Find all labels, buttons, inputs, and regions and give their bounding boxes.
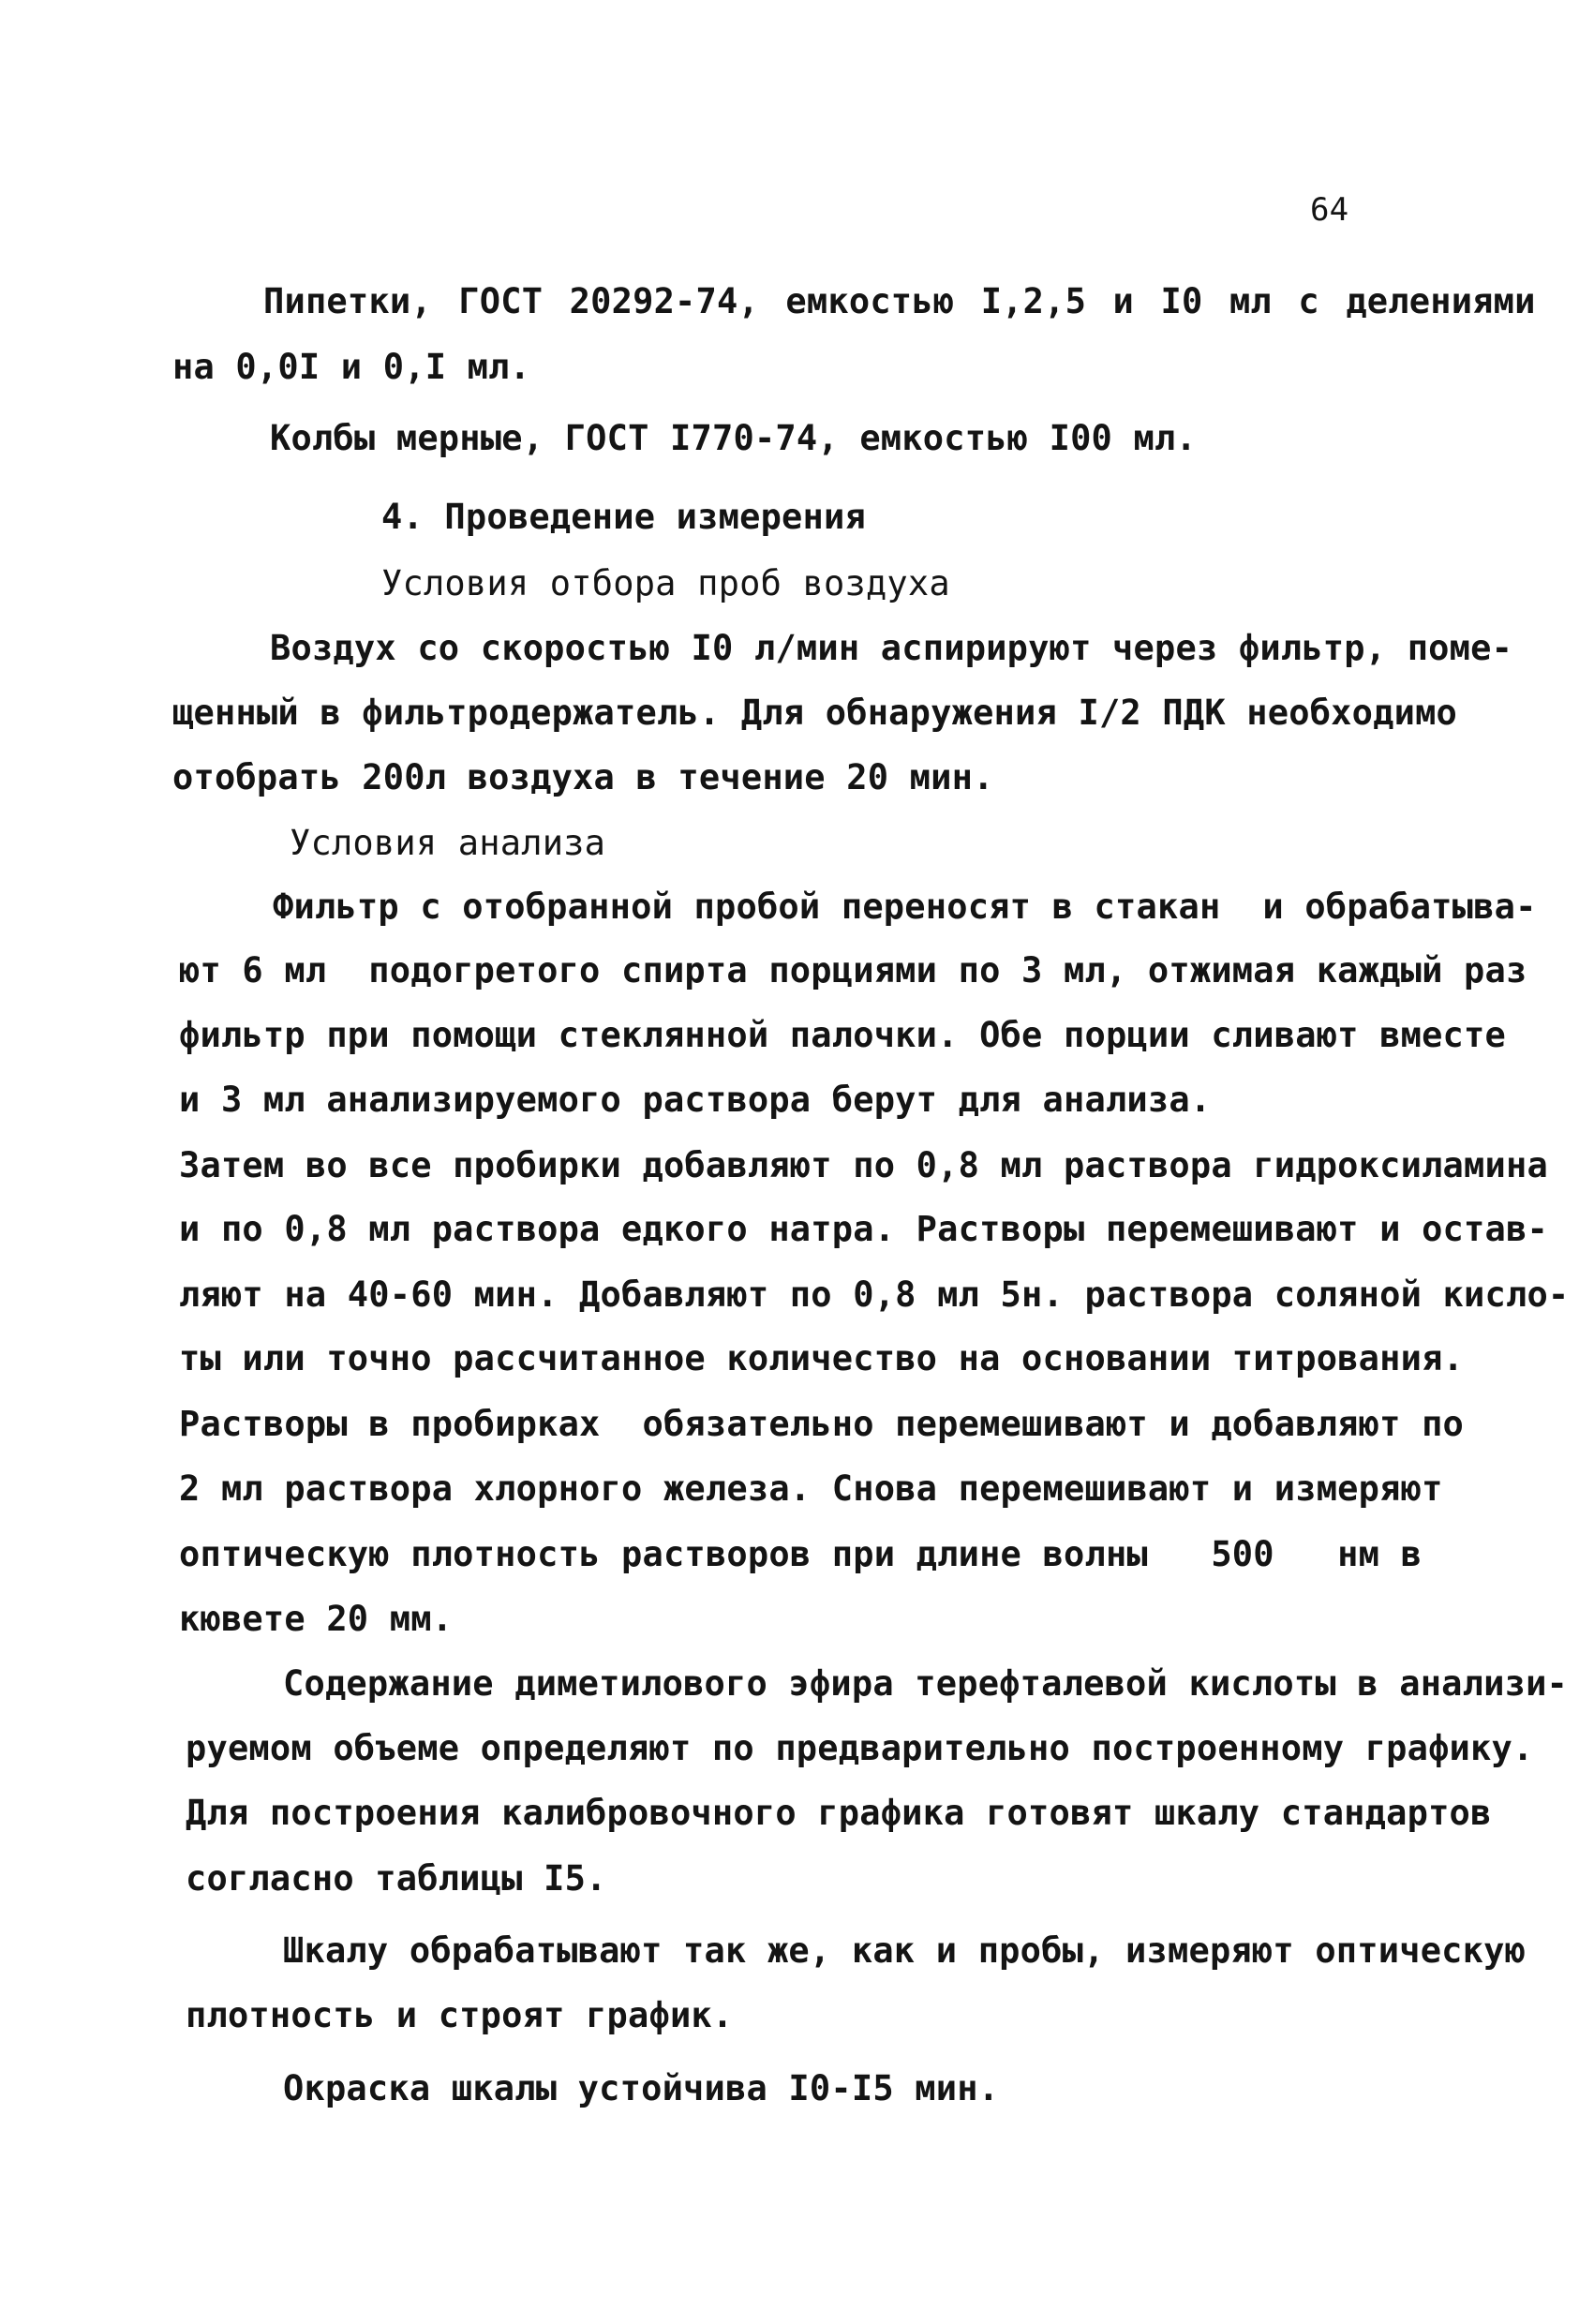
text-line: оптическую плотность растворов при длине волны 500 нм в: [179, 1534, 1423, 1574]
text-line: и 3 мл анализируемого раствора берут для анализа.: [179, 1080, 1212, 1120]
text-line: согласно таблицы I5.: [186, 1858, 607, 1899]
text-line: на 0,0I и 0,I мл.: [172, 347, 531, 387]
text-line: Для построения калибровочного графика готовят шкалу стандартов: [186, 1793, 1492, 1833]
page-number: 64: [1310, 191, 1349, 229]
text-line: 2 мл раствора хлорного железа. Снова перемешивают и измеряют: [179, 1468, 1443, 1509]
text-line: ют 6 мл подогретого спирта порциями по 3 мл, отжимая каждый раз: [179, 950, 1527, 991]
text-line: Затем во все пробирки добавляют по 0,8 мл раствора гидроксиламина: [179, 1145, 1548, 1185]
text-line: Пипетки, ГОСТ 20292-74, емкостью I,2,5 и I0 мл с делениями: [263, 281, 1536, 321]
text-line: плотность и строят график.: [186, 1995, 734, 2035]
text-line: щенный в фильтродержатель. Для обнаружения I/2 ПДК необходимо: [172, 693, 1458, 733]
text-line: фильтр при помощи стеклянной палочки. Обе порции сливают вместе: [179, 1015, 1506, 1055]
text-line: ляют на 40-60 мин. Добавляют по 0,8 мл 5н. раствора соляной кисло-: [179, 1274, 1570, 1315]
text-line: Воздух со скоростью I0 л/мин аспирируют через фильтр, поме-: [270, 628, 1513, 668]
text-line: и по 0,8 мл раствора едкого натра. Растворы перемешивают и остав-: [179, 1209, 1548, 1249]
text-line: Растворы в пробирках обязательно перемешивают и добавляют по: [179, 1404, 1465, 1444]
text-line: Шкалу обрабатывают так же, как и пробы, измеряют оптическую: [283, 1930, 1527, 1971]
text-line: отобрать 200л воздуха в течение 20 мин.: [172, 757, 994, 797]
text-line: руемом объеме определяют по предварительно построенному графику.: [186, 1728, 1534, 1768]
section-heading: 4. Проведение измерения: [381, 497, 866, 537]
subsection-heading: Условия анализа: [290, 823, 606, 863]
subsection-heading: Условия отбора проб воздуха: [381, 563, 950, 603]
text-line: ты или точно рассчитанное количество на основании титрования.: [179, 1338, 1465, 1378]
text-line: Фильтр с отобранной пробой переносят в стакан и обрабатыва-: [273, 886, 1537, 927]
text-line: кювете 20 мм.: [179, 1599, 454, 1639]
text-line: Окраска шкалы устойчива I0-I5 мин.: [283, 2068, 1000, 2108]
text-line: Колбы мерные, ГОСТ I770-74, емкостью I00 мл.: [270, 418, 1197, 458]
text-line: Содержание диметилового эфира терефталевой кислоты в анализи-: [283, 1663, 1569, 1704]
